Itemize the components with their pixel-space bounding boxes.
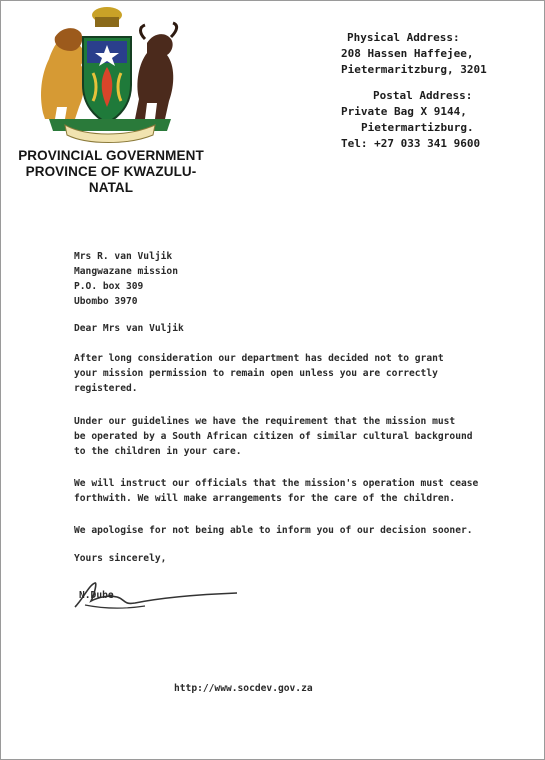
postal-address-box: Private Bag X 9144, [341, 105, 467, 118]
recipient-block [74, 249, 178, 309]
paragraph-3-line: We will instruct our officials that the mission's operation must cease [74, 478, 479, 489]
telephone: Tel: +27 033 341 9600 [341, 137, 481, 150]
paragraph-3 [74, 476, 478, 506]
paragraph-1 [74, 351, 444, 396]
paragraph-2-line: Under our guidelines we have the requirement that the mission must [74, 416, 456, 427]
postal-address-label: Postal Address: [373, 89, 473, 102]
paragraph-1-line: your mission permission to remain open unless you are correctly [74, 368, 438, 379]
org-line-1: PROVINCIAL GOVERNMENT [18, 148, 204, 163]
salutation: Dear Mrs van Vuljik [74, 323, 184, 334]
paragraph-3-line: forthwith. We will make arrangements for the care of the children. [74, 493, 456, 504]
organisation-name [5, 148, 217, 196]
org-line-2: PROVINCE OF KWAZULU-NATAL [25, 164, 197, 195]
paragraph-4: We apologise for not being able to inform you of our decision sooner. [74, 525, 473, 536]
paragraph-2-line: to the children in your care. [74, 446, 242, 457]
recipient-po-box: P.O. box 309 [74, 281, 144, 292]
paragraph-1-line: registered. [74, 383, 138, 394]
recipient-town: Ubombo 3970 [74, 296, 138, 307]
paragraph-2 [74, 414, 473, 459]
paragraph-2-line: be operated by a South African citizen of similar cultural background [74, 431, 473, 442]
recipient-name: Mrs R. van Vuljik [74, 251, 173, 262]
signer-name: N.Dube [79, 590, 114, 601]
physical-address-street: 208 Hassen Haffejee, [341, 47, 474, 60]
paragraph-1-line: After long consideration our department has decided not to grant [74, 353, 444, 364]
physical-address-label: Physical Address: [347, 31, 460, 44]
closing: Yours sincerely, [74, 553, 167, 564]
website-link[interactable]: http://www.socdev.gov.za [174, 683, 313, 694]
recipient-organisation: Mangwazane mission [74, 266, 178, 277]
address-block [321, 30, 511, 152]
coat-of-arms-icon [35, 3, 185, 145]
physical-address-city: Pietermaritzburg, 3201 [341, 63, 487, 76]
postal-address-city: Pietermartizburg. [361, 121, 474, 134]
